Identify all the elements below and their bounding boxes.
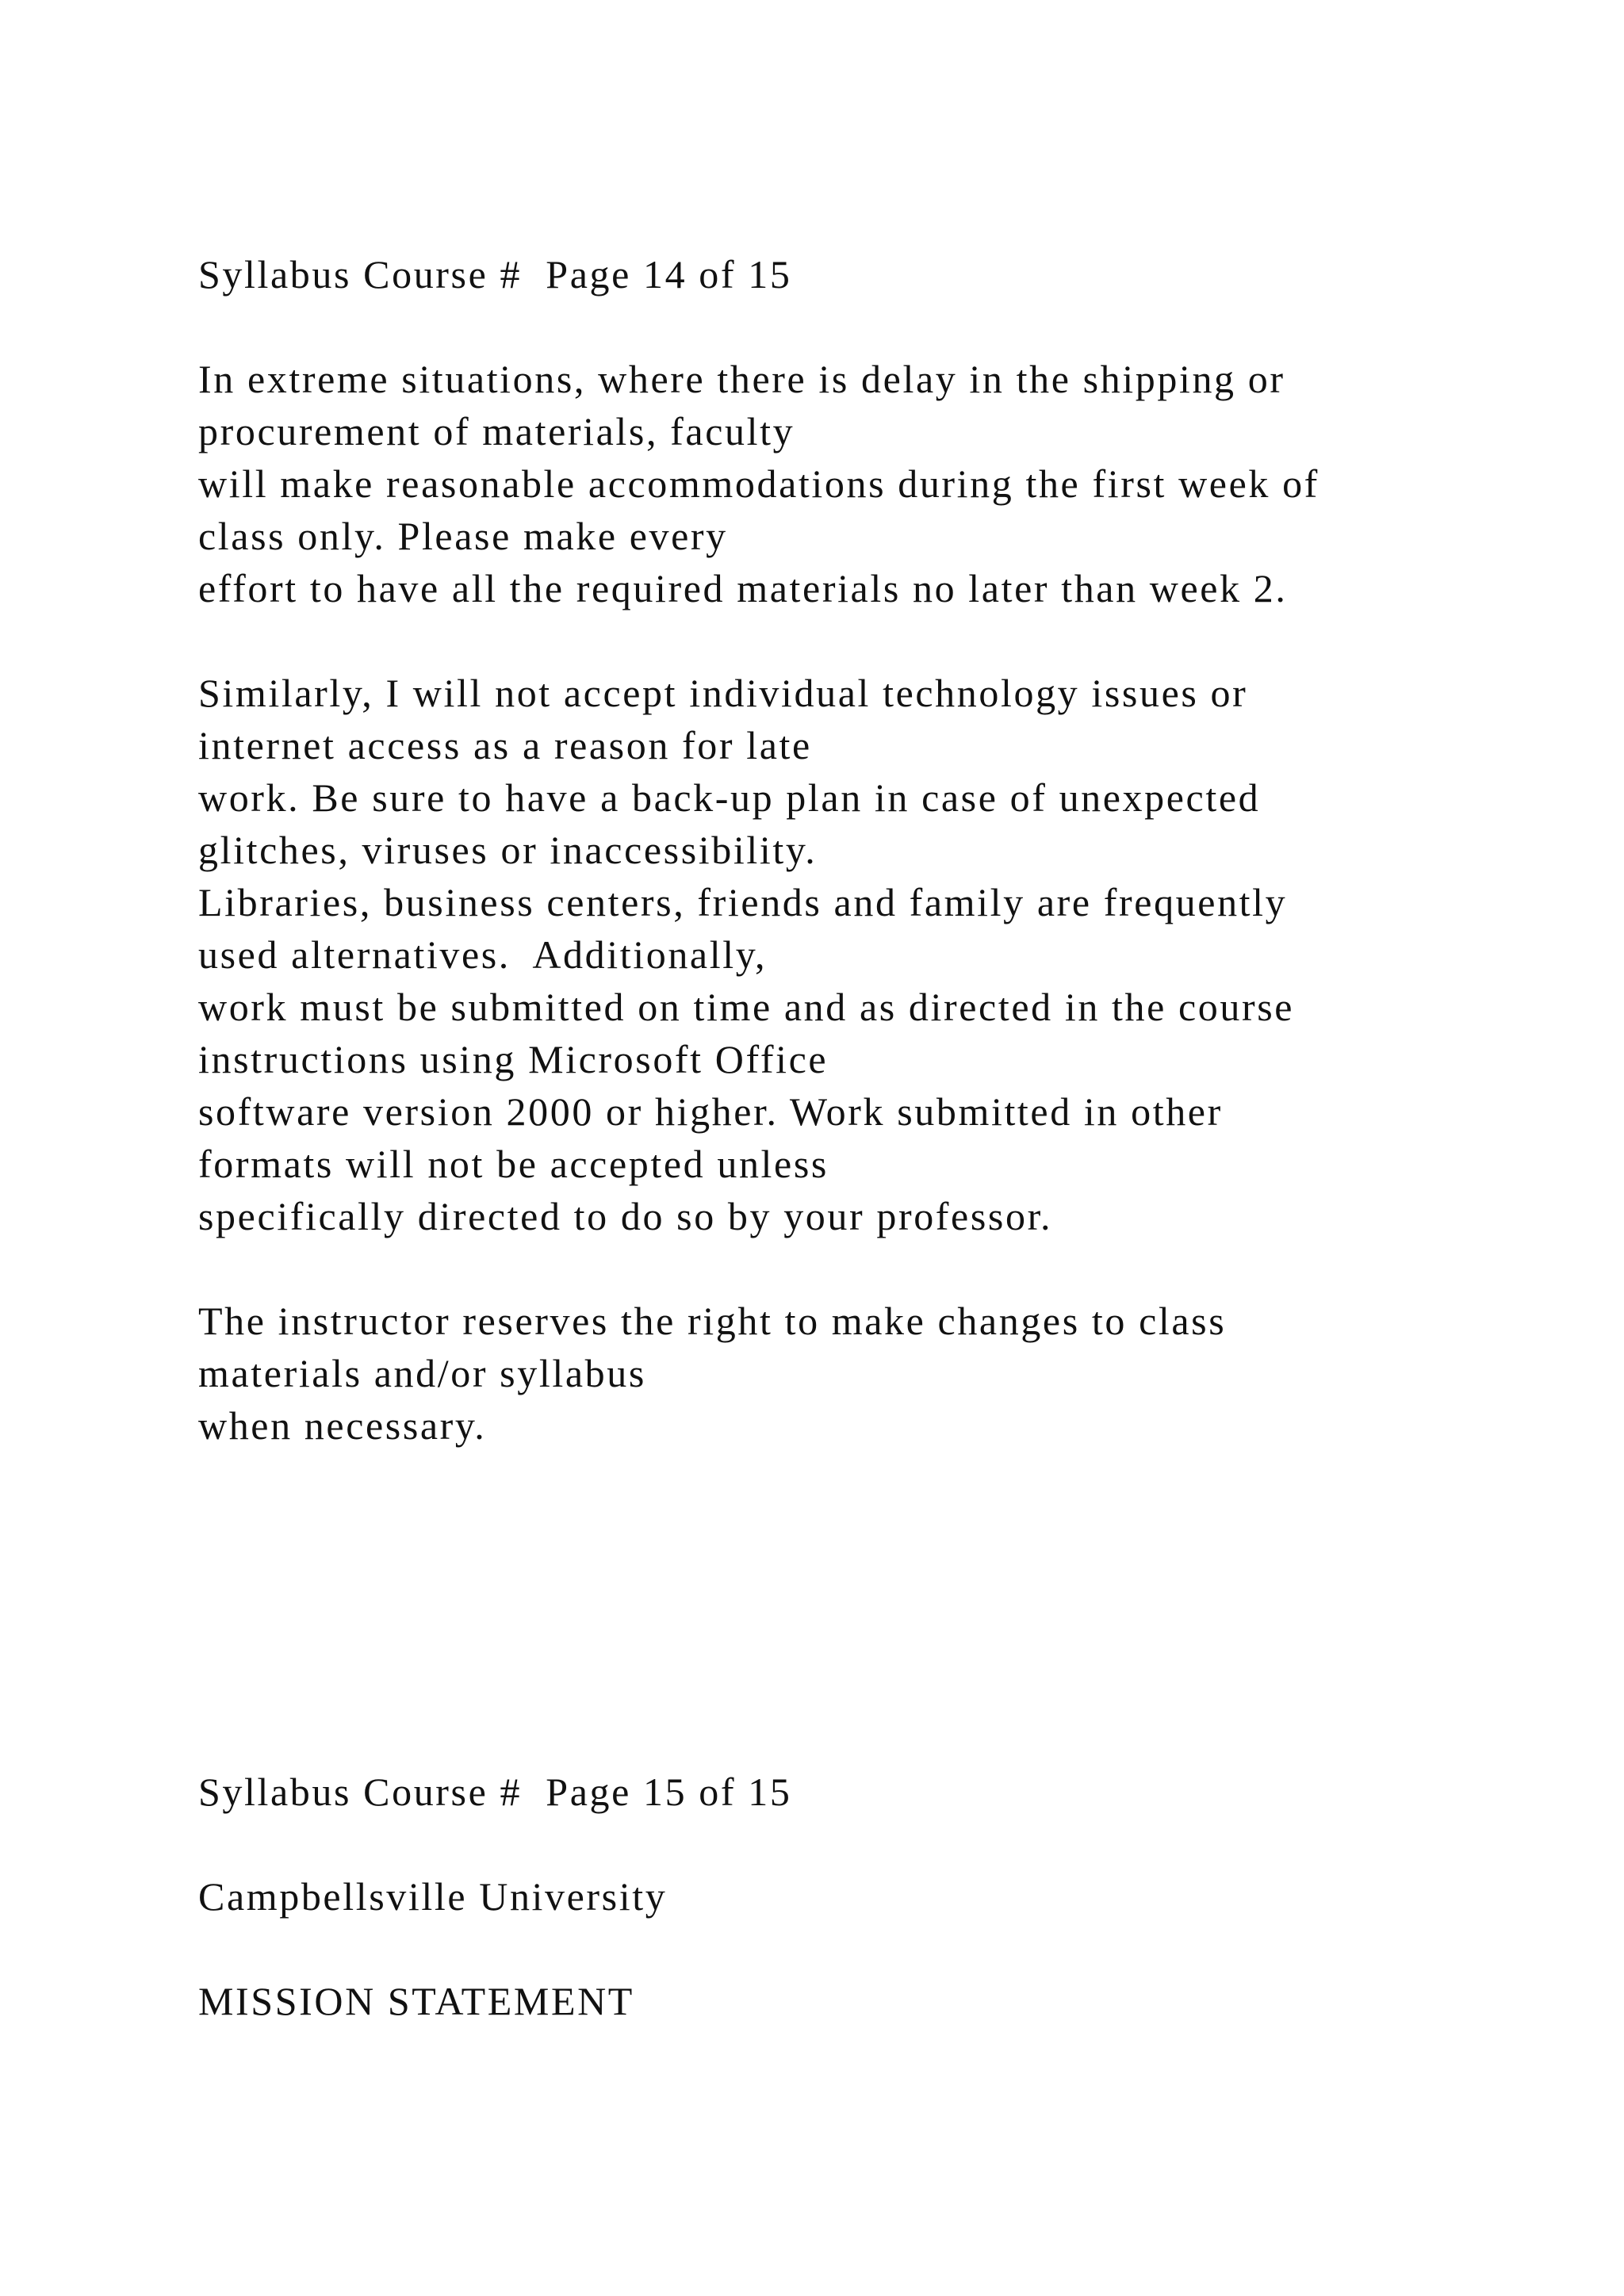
text-line: Libraries, business centers, friends and family are frequently xyxy=(198,880,1288,924)
text-line: work must be submitted on time and as directed in the course xyxy=(198,985,1295,1029)
text-line: internet access as a reason for late xyxy=(198,723,812,767)
text-line: The instructor reserves the right to make changes to class xyxy=(198,1299,1227,1343)
text-line: In extreme situations, where there is delay in the shipping or xyxy=(198,357,1285,401)
text-line: formats will not be accepted unless xyxy=(198,1142,829,1186)
text-line: Similarly, I will not accept individual technology issues or xyxy=(198,671,1248,715)
text-line: used alternatives. Additionally, xyxy=(198,932,768,977)
page-header-15: Syllabus Course # Page 15 of 15 xyxy=(198,1770,792,1814)
text-line: materials and/or syllabus xyxy=(198,1351,646,1395)
text-line: instructions using Microsoft Office xyxy=(198,1037,829,1081)
text-line: effort to have all the required materials no later than week 2. xyxy=(198,566,1288,610)
text-line: class only. Please make every xyxy=(198,514,728,558)
page-header-14: Syllabus Course # Page 14 of 15 xyxy=(198,252,792,297)
text-line: glitches, viruses or inaccessibility. xyxy=(198,828,818,872)
text-line: software version 2000 or higher. Work submitted in other xyxy=(198,1089,1223,1134)
text-line: specifically directed to do so by your professor. xyxy=(198,1194,1053,1238)
institution-name: Campbellsville University xyxy=(198,1874,668,1919)
text-line: work. Be sure to have a back-up plan in case of unexpected xyxy=(198,775,1261,820)
section-title: MISSION STATEMENT xyxy=(198,1979,634,2023)
text-line: when necessary. xyxy=(198,1403,487,1448)
text-line: will make reasonable accommodations during the first week of xyxy=(198,461,1320,506)
text-line: procurement of materials, faculty xyxy=(198,409,795,453)
